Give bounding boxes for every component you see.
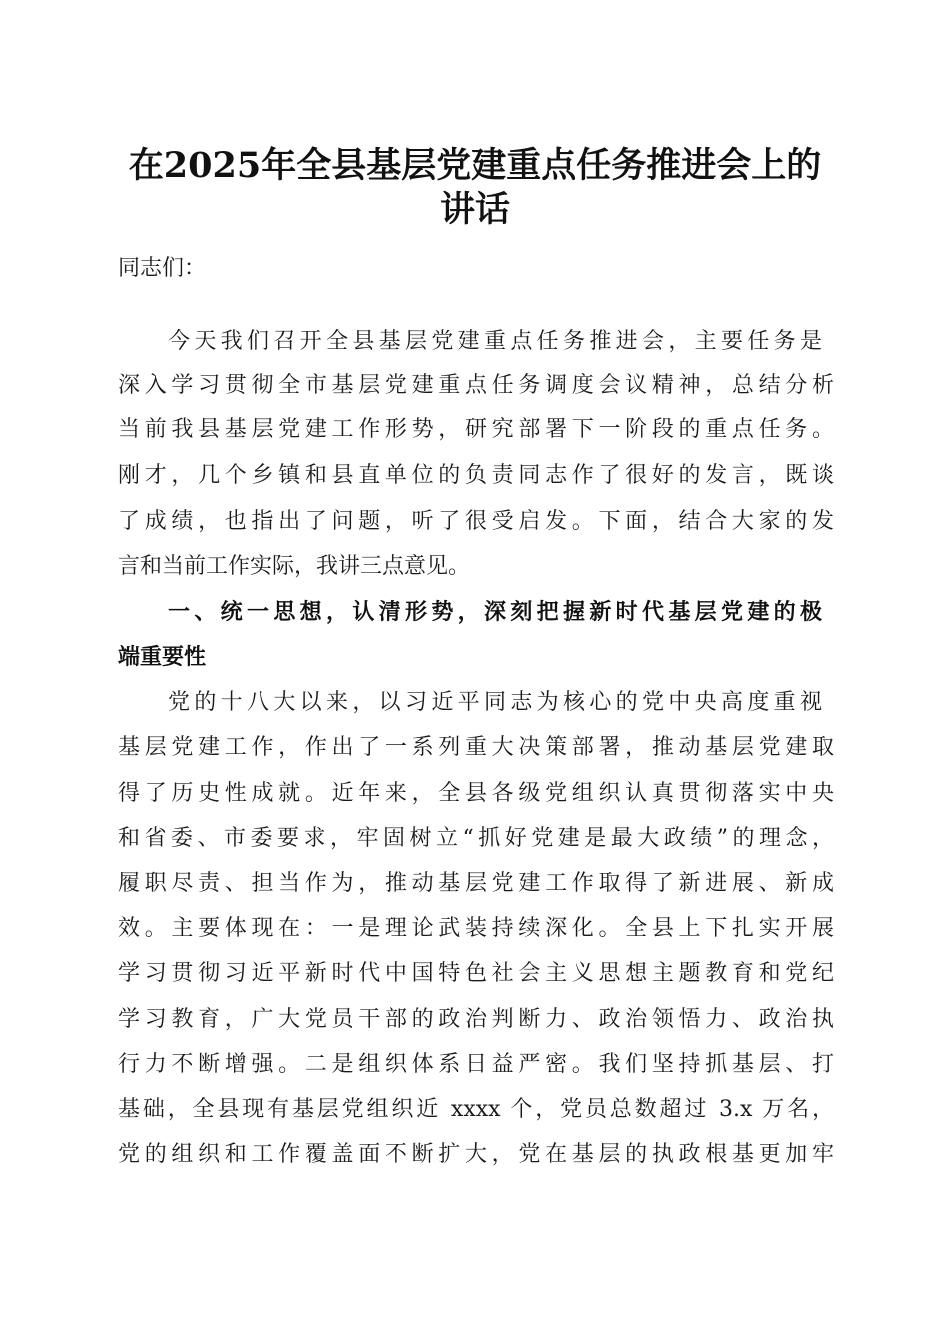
document-title-line-2: 讲话	[439, 189, 510, 230]
paragraph-2-line: 效。主要体现在：一是理论武装持续深化。全县上下扎实开展	[118, 916, 834, 941]
paragraph-2-line: 学习教育，广大党员干部的政治判断力、政治领悟力、政治执	[118, 1007, 834, 1032]
paragraph-1-line: 刚才，几个乡镇和县直单位的负责同志作了很好的发言，既谈	[118, 463, 834, 488]
paragraph-2-line: 基础，全县现有基层党组织近 xxxx 个，党员总数超过 3.x 万名，	[118, 1097, 834, 1122]
section-heading-1: 一、统一思想，认清形势，深刻把握新时代基层党建的极	[168, 600, 822, 625]
paragraph-1-line: 言和当前工作实际，我讲三点意见。	[118, 554, 471, 579]
paragraph-1-line: 了成绩，也指出了问题，听了很受启发。下面，结合大家的发	[118, 509, 834, 534]
paragraph-2-line: 基层党建工作，作出了一系列重大决策部署，推动基层党建取	[118, 735, 834, 760]
paragraph-2-line: 党的组织和工作覆盖面不断扩大，党在基层的执政根基更加牢	[118, 1142, 834, 1167]
document-title-line-1: 在2025年全县基层党建重点任务推进会上的	[128, 145, 822, 186]
paragraph-2-line: 和省委、市委要求，牢固树立“抓好党建是最大政绩”的理念，	[118, 826, 834, 851]
salutation: 同志们：	[118, 256, 207, 281]
paragraph-2-line: 学习贯彻习近平新时代中国特色社会主义思想主题教育和党纪	[118, 961, 834, 986]
paragraph-1-line: 当前我县基层党建工作形势，研究部署下一阶段的重点任务。	[118, 417, 834, 442]
paragraph-2-line: 履职尽责、担当作为，推动基层党建工作取得了新进展、新成	[118, 871, 834, 896]
section-heading-1-cont: 端重要性	[118, 645, 207, 670]
paragraph-2-line: 党的十八大以来，以习近平同志为核心的党中央高度重视	[168, 690, 822, 715]
paragraph-2-line: 行力不断增强。二是组织体系日益严密。我们坚持抓基层、打	[118, 1052, 834, 1077]
paragraph-2-line: 得了历史性成就。近年来，全县各级党组织认真贯彻落实中央	[118, 781, 834, 806]
paragraph-1-line: 深入学习贯彻全市基层党建重点任务调度会议精神，总结分析	[118, 373, 834, 398]
paragraph-1-line: 今天我们召开全县基层党建重点任务推进会，主要任务是	[168, 329, 822, 354]
